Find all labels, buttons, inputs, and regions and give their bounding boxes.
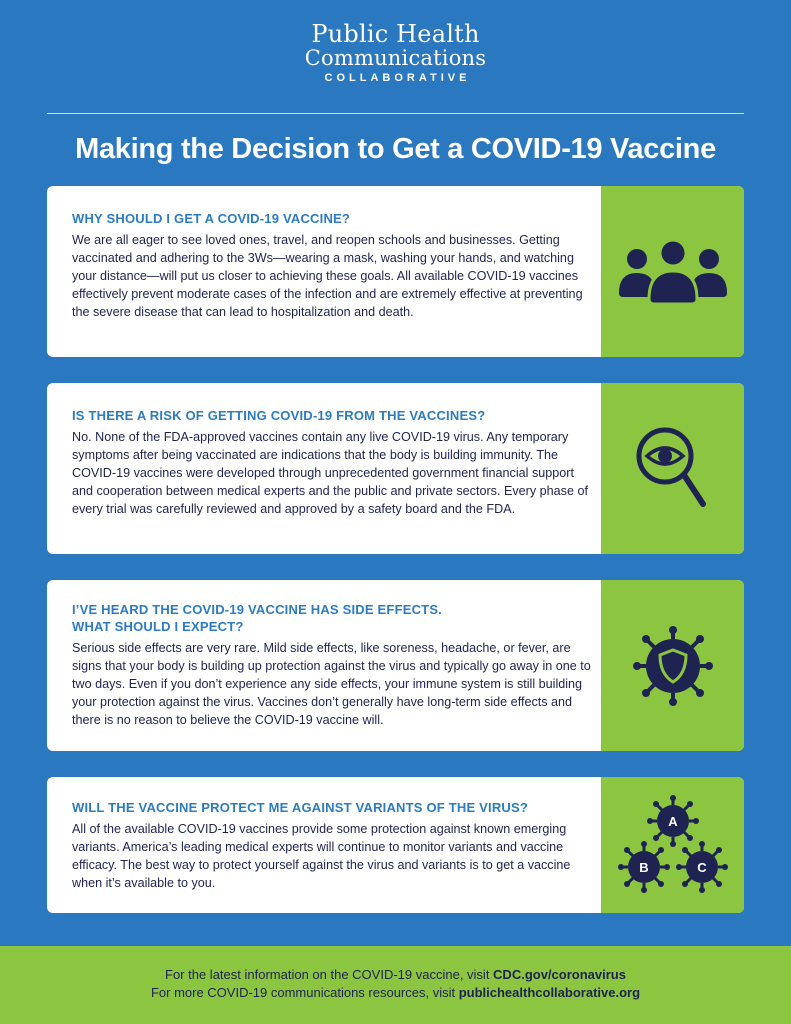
card-icon-panel	[601, 383, 744, 554]
card-body: All of the available COVID-19 vaccines provide some protection against known emerging variants. America’s leading medical experts will continue to monitor variants and vaccine efficacy. The best way to protect yourself against the virus and variants is to get a vaccine when it’s available to you.	[72, 822, 571, 890]
card-heading	[72, 601, 597, 635]
card-why-vaccine	[47, 186, 744, 357]
card-body: No. None of the FDA-approved vaccines contain any live COVID-19 virus. Any temporary symptoms after being vaccinated are indications that the body is building immunity. The COVID-19 vaccines were developed through unprecedented government financial support and cooperation between medical experts and the public and private sectors. Every phase of every trial was carefully reviewed and approved by a safety board and the FDA.	[72, 430, 588, 516]
variant-label-b: B	[638, 860, 649, 875]
footer	[0, 946, 791, 1024]
virus-shield-icon	[633, 626, 713, 706]
people-group-icon	[617, 237, 729, 307]
footer-line-1-text: For the latest information on the COVID-19 vaccine, visit	[165, 967, 494, 982]
cdc-link[interactable]: CDC.gov/coronavirus	[493, 967, 626, 982]
variant-label-c: C	[696, 860, 707, 875]
card-body: Serious side effects are very rare. Mild side effects, like soreness, headache, or fever, are signs that your body is building up protection against the virus and typically go away in one to two days. Even if you don’t experience any side effects, your immune system is still building your protection against the virus. Vaccines don’t generally have long-term side effects and there is no reason to believe the COVID-19 vaccine will.	[72, 641, 591, 727]
card-heading: WILL THE VACCINE PROTECT ME AGAINST VARIANTS OF THE VIRUS?	[72, 800, 529, 815]
card-icon-panel	[601, 777, 744, 913]
logo-line-2: Communications	[304, 46, 487, 70]
card-body: We are all eager to see loved ones, travel, and reopen schools and businesses. Getting vaccinated and adhering to the 3Ws—wearing a mask, washing your hands, and watching your distance—will put us closer to achieving these goals. All available COVID-19 vaccines effectively prevent moderate cases of the infection and are extremely effective at preventing the severe disease that can lead to hospitalization and death.	[72, 233, 583, 319]
logo	[0, 22, 791, 84]
card-heading-line-1: I’VE HEARD THE COVID-19 VACCINE HAS SIDE EFFECTS.	[72, 602, 442, 617]
footer-line-2-text: For more COVID-19 communications resources, visit	[150, 985, 459, 1000]
collaborative-link[interactable]: publichealthcollaborative.org	[458, 985, 641, 1000]
variant-label-a: A	[667, 814, 678, 829]
virus-variants-icon	[618, 795, 728, 895]
header-divider	[47, 113, 744, 114]
card-icon-panel	[601, 186, 744, 357]
card-risk-from-vaccine	[47, 383, 744, 554]
page-title: Making the Decision to Get a COVID-19 Vaccine	[75, 133, 716, 165]
magnifier-eye-icon	[633, 424, 713, 514]
logo-line-1: Public Health	[311, 20, 480, 48]
card-icon-panel	[601, 580, 744, 751]
card-heading-line-2: WHAT SHOULD I EXPECT?	[72, 619, 244, 634]
footer-line-2	[0, 984, 791, 1002]
card-heading: IS THERE A RISK OF GETTING COVID-19 FROM THE VACCINES?	[72, 408, 486, 423]
card-side-effects	[47, 580, 744, 751]
card-heading: WHY SHOULD I GET A COVID-19 VACCINE?	[72, 211, 351, 226]
card-variants	[47, 777, 744, 913]
logo-line-3: COLLABORATIVE	[324, 72, 471, 84]
footer-line-1	[0, 966, 791, 984]
